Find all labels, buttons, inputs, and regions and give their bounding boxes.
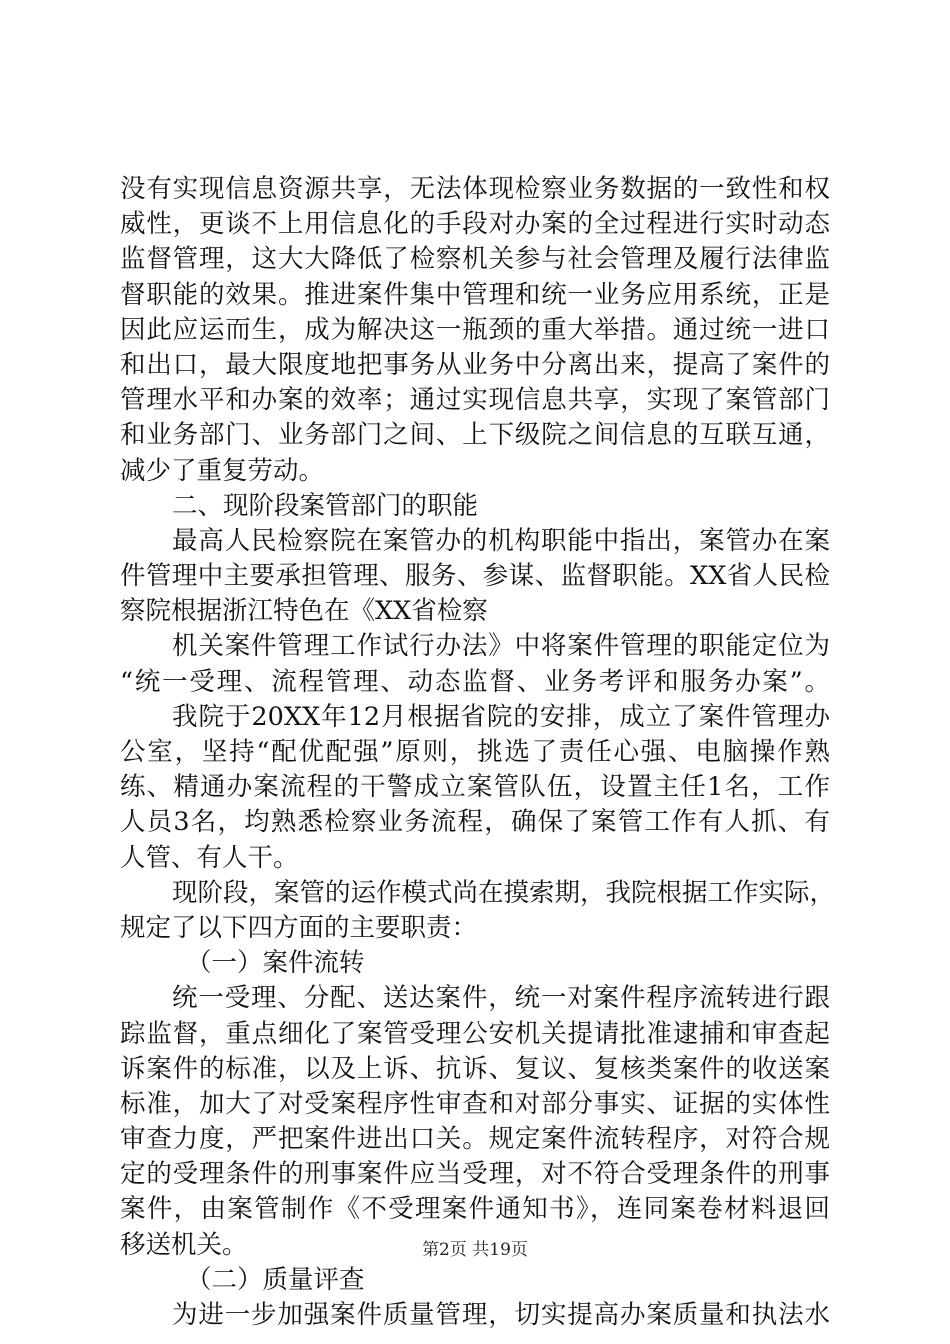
- text-line: 练、精通办案流程的干警成立案管队伍，设置主任1名，工作: [120, 772, 830, 803]
- text-line: 移送机关。: [120, 1229, 248, 1260]
- text-line: 标准，加大了对受案程序性审查和对部分事实、证据的实体性: [120, 1088, 830, 1119]
- text-line: 现阶段，案管的运作模式尚在摸索期，我院根据工作实际，: [172, 877, 836, 908]
- subsection-heading: （一）案件流转: [186, 948, 365, 979]
- text-line: 因此应运而生，成为解决这一瓶颈的重大举措。通过统一进口: [120, 314, 830, 345]
- text-line: 人员3名，均熟悉检察业务流程，确保了案管工作有人抓、有: [120, 807, 830, 838]
- text-line: 定的受理条件的刑事案件应当受理，对不符合受理条件的刑事: [120, 1159, 830, 1190]
- text-line: 机关案件管理工作试行办法》中将案件管理的职能定位为: [172, 631, 830, 662]
- text-line: 威性，更谈不上用信息化的手段对办案的全过程进行实时动态: [120, 209, 830, 240]
- page-number: 第2页 共19页: [422, 1240, 528, 1260]
- text-line: 最高人民检察院在案管办的机构职能中指出，案管办在案: [172, 525, 830, 556]
- text-line: 管理水平和办案的效率；通过实现信息共享，实现了案管部门: [120, 385, 830, 416]
- text-line: 踪监督，重点细化了案管受理公安机关提请批准逮捕和审查起: [120, 1018, 830, 1049]
- text-line: 统一受理、分配、送达案件，统一对案件程序流转进行跟: [172, 983, 830, 1014]
- text-line: 没有实现信息资源共享，无法体现检察业务数据的一致性和权: [120, 174, 830, 204]
- document-body: [120, 172, 836, 1333]
- section-heading: 二、现阶段案管部门的职能: [172, 490, 479, 521]
- page-footer: [0, 1238, 950, 1262]
- text-line: 人管、有人干。: [120, 842, 299, 873]
- text-line: “统一受理、流程管理、动态监督、业务考评和服务办案”。: [120, 666, 830, 697]
- text-line: 监督管理，这大大降低了检察机关参与社会管理及履行法律监: [120, 244, 830, 275]
- text-line: 督职能的效果。推进案件集中管理和统一业务应用系统，正是: [120, 279, 830, 310]
- text-line: 察院根据浙江特色在《XX省检察: [120, 596, 488, 627]
- text-line: 诉案件的标准，以及上诉、抗诉、复议、复核类案件的收送案: [120, 1053, 830, 1084]
- text-line: 和业务部门、业务部门之间、上下级院之间信息的互联互通，: [120, 420, 830, 451]
- text-line: 件管理中主要承担管理、服务、参谋、监督职能。XX省人民检: [120, 561, 830, 592]
- text-line: 规定了以下四方面的主要职责：: [120, 912, 478, 943]
- text-line: 为进一步加强案件质量管理，切实提高办案质量和执法水: [172, 1300, 830, 1330]
- text-line: 案件，由案管制作《不受理案件通知书》，连同案卷材料退回: [120, 1194, 830, 1225]
- text-line: 我院于20XX年12月根据省院的安排，成立了案件管理办: [172, 701, 830, 732]
- text-line: 和出口，最大限度地把事务从业务中分离出来，提高了案件的: [120, 349, 830, 380]
- text-line: 减少了重复劳动。: [120, 455, 325, 486]
- text-line: 公室，坚持“配优配强”原则，挑选了责任心强、电脑操作熟: [120, 737, 830, 767]
- subsection-heading: （二）质量评查: [186, 1264, 365, 1295]
- text-line: 审查力度，严把案件进出口关。规定案件流转程序，对符合规: [120, 1124, 830, 1155]
